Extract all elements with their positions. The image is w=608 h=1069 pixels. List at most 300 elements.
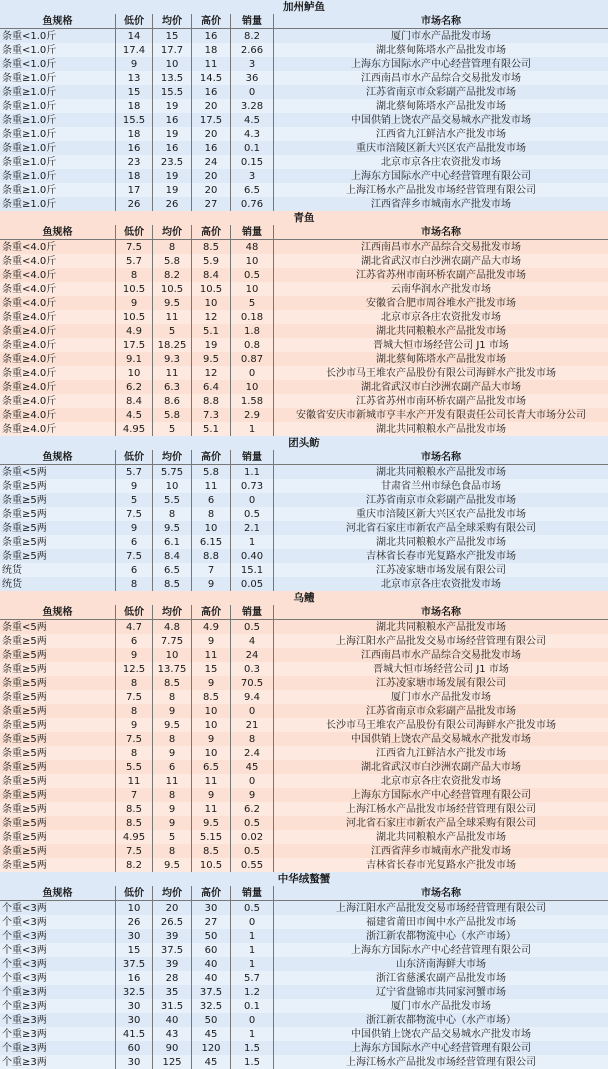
cell-low: 7.5 [116, 240, 153, 255]
header-avg: 均价 [153, 225, 192, 240]
table-row [0, 704, 608, 718]
cell-low: 9 [116, 479, 153, 493]
table-row [0, 183, 608, 197]
table-row [0, 141, 608, 155]
cell-high: 9.5 [192, 816, 231, 830]
header-spec: 鱼规格 [0, 605, 116, 620]
header-row [0, 14, 608, 29]
cell-high: 5.9 [192, 254, 231, 268]
cell-volume: 3.28 [231, 99, 274, 113]
table-row [0, 1013, 608, 1027]
table-row [0, 774, 608, 788]
cell-high: 10 [192, 296, 231, 310]
cell-market: 湖北蔡甸陈塔水产品批发市场 [274, 352, 608, 366]
cell-high: 8.8 [192, 394, 231, 408]
cell-low: 41.5 [116, 1027, 153, 1041]
section-title: 团头鲂 [0, 436, 608, 450]
cell-high: 32.5 [192, 999, 231, 1013]
cell-spec: 个重<3两 [0, 943, 116, 957]
table-row [0, 634, 608, 648]
cell-avg: 16 [153, 141, 192, 155]
cell-avg: 31.5 [153, 999, 192, 1013]
cell-high: 30 [192, 901, 231, 916]
cell-spec: 条重≥4.0斤 [0, 380, 116, 394]
table-row [0, 380, 608, 394]
cell-spec: 条重≥5两 [0, 788, 116, 802]
cell-volume: 5.7 [231, 971, 274, 985]
cell-market: 湖北共同粮粮水产品批发市场 [274, 324, 608, 338]
cell-low: 37.5 [116, 957, 153, 971]
cell-low: 8 [116, 746, 153, 760]
cell-market: 浙江省慈溪农副产品批发市场 [274, 971, 608, 985]
cell-avg: 10 [153, 57, 192, 71]
cell-high: 8.5 [192, 844, 231, 858]
cell-market: 辽宁省盘锦市共同家河蟹市场 [274, 985, 608, 999]
cell-spec: 个重<3两 [0, 929, 116, 943]
cell-avg: 43 [153, 1027, 192, 1041]
cell-high: 19 [192, 338, 231, 352]
cell-market: 北京市京各庄农资批发市场 [274, 774, 608, 788]
cell-market: 安徽省安庆市新城市亨丰水产开发有限责任公司长青大市场分公司 [274, 408, 608, 422]
header-row [0, 450, 608, 465]
cell-avg: 8 [153, 507, 192, 521]
cell-high: 20 [192, 183, 231, 197]
cell-market: 江西南昌市水产品综合交易批发市场 [274, 648, 608, 662]
cell-high: 8.4 [192, 268, 231, 282]
cell-spec: 条重≥5两 [0, 844, 116, 858]
cell-high: 20 [192, 127, 231, 141]
cell-avg: 23.5 [153, 155, 192, 169]
cell-low: 10 [116, 366, 153, 380]
cell-spec: 个重≥3两 [0, 1041, 116, 1055]
cell-spec: 条重≥5两 [0, 746, 116, 760]
cell-spec: 统货 [0, 577, 116, 591]
header-high: 高价 [192, 886, 231, 901]
table-row [0, 155, 608, 169]
cell-avg: 8.6 [153, 394, 192, 408]
cell-market: 湖北蔡甸陈塔水产品批发市场 [274, 99, 608, 113]
cell-spec: 条重<1.0斤 [0, 43, 116, 57]
cell-spec: 条重≥1.0斤 [0, 183, 116, 197]
cell-spec: 个重≥3两 [0, 1055, 116, 1069]
cell-low: 18 [116, 99, 153, 113]
table-row [0, 788, 608, 802]
cell-avg: 13.75 [153, 662, 192, 676]
cell-volume: 4.3 [231, 127, 274, 141]
table-row [0, 929, 608, 943]
section-0 [0, 0, 608, 211]
cell-spec: 条重≥5两 [0, 718, 116, 732]
table-row [0, 268, 608, 282]
cell-spec: 条重<4.0斤 [0, 296, 116, 310]
header-avg: 均价 [153, 14, 192, 29]
table-row [0, 718, 608, 732]
header-spec: 鱼规格 [0, 450, 116, 465]
cell-avg: 7.75 [153, 634, 192, 648]
cell-volume: 1.5 [231, 1041, 274, 1055]
cell-market: 江苏凌家塘市场发展有限公司 [274, 563, 608, 577]
price-table [0, 450, 608, 591]
price-table [0, 225, 608, 436]
header-high: 高价 [192, 14, 231, 29]
cell-high: 8.5 [192, 690, 231, 704]
table-row [0, 648, 608, 662]
cell-spec: 条重<1.0斤 [0, 29, 116, 44]
cell-avg: 8 [153, 240, 192, 255]
cell-spec: 个重≥3两 [0, 999, 116, 1013]
cell-spec: 条重≥4.0斤 [0, 352, 116, 366]
cell-low: 18 [116, 127, 153, 141]
table-row [0, 620, 608, 635]
cell-low: 15.5 [116, 113, 153, 127]
cell-volume: 3 [231, 169, 274, 183]
cell-market: 甘肃省兰州市绿色食品市场 [274, 479, 608, 493]
header-spec: 鱼规格 [0, 225, 116, 240]
table-row [0, 549, 608, 563]
cell-spec: 个重≥3两 [0, 1027, 116, 1041]
table-row [0, 507, 608, 521]
table-row [0, 844, 608, 858]
cell-spec: 条重≥5两 [0, 479, 116, 493]
cell-low: 8 [116, 268, 153, 282]
cell-avg: 8 [153, 732, 192, 746]
cell-low: 26 [116, 197, 153, 211]
cell-high: 6.5 [192, 760, 231, 774]
cell-market: 湖北共同粮粮水产品批发市场 [274, 422, 608, 436]
cell-spec: 条重≥5两 [0, 549, 116, 563]
cell-volume: 10 [231, 380, 274, 394]
cell-spec: 个重<3两 [0, 915, 116, 929]
cell-low: 5 [116, 493, 153, 507]
header-market: 市场名称 [274, 450, 608, 465]
cell-avg: 90 [153, 1041, 192, 1055]
cell-volume: 10 [231, 254, 274, 268]
cell-market: 厦门市水产品批发市场 [274, 29, 608, 44]
cell-market: 湖北共同粮粮水产品批发市场 [274, 465, 608, 480]
cell-spec: 条重≥5两 [0, 774, 116, 788]
cell-market: 晋城大恒市场经营公司 J1 市场 [274, 338, 608, 352]
cell-spec: 条重≥4.0斤 [0, 310, 116, 324]
cell-high: 11 [192, 648, 231, 662]
table-row [0, 85, 608, 99]
cell-low: 17 [116, 183, 153, 197]
cell-low: 8.5 [116, 816, 153, 830]
table-row [0, 971, 608, 985]
cell-volume: 45 [231, 760, 274, 774]
cell-low: 10 [116, 901, 153, 916]
cell-high: 20 [192, 169, 231, 183]
header-high: 高价 [192, 605, 231, 620]
cell-high: 9 [192, 634, 231, 648]
cell-spec: 条重≥5两 [0, 858, 116, 872]
cell-market: 厦门市水产品批发市场 [274, 690, 608, 704]
cell-low: 18 [116, 169, 153, 183]
cell-high: 5.1 [192, 324, 231, 338]
cell-low: 9 [116, 718, 153, 732]
cell-spec: 条重≥5两 [0, 521, 116, 535]
cell-volume: 0.1 [231, 141, 274, 155]
cell-spec: 条重≥5两 [0, 802, 116, 816]
section-title: 加州鲈鱼 [0, 0, 608, 14]
cell-low: 30 [116, 1013, 153, 1027]
header-volume: 销量 [231, 605, 274, 620]
cell-spec: 条重≥1.0斤 [0, 141, 116, 155]
table-row [0, 746, 608, 760]
table-row [0, 1027, 608, 1041]
table-row [0, 99, 608, 113]
cell-market: 河北省石家庄市新农产品全球采购有限公司 [274, 816, 608, 830]
cell-spec: 条重≥4.0斤 [0, 408, 116, 422]
cell-volume: 1.1 [231, 465, 274, 480]
cell-high: 10.5 [192, 858, 231, 872]
cell-volume: 48 [231, 240, 274, 255]
cell-spec: 条重≥5两 [0, 816, 116, 830]
cell-spec: 条重≥5两 [0, 634, 116, 648]
cell-low: 12.5 [116, 662, 153, 676]
cell-volume: 10 [231, 282, 274, 296]
cell-avg: 11 [153, 310, 192, 324]
cell-low: 7 [116, 788, 153, 802]
cell-volume: 4 [231, 634, 274, 648]
cell-low: 60 [116, 1041, 153, 1055]
cell-market: 北京市京各庄农资批发市场 [274, 577, 608, 591]
cell-spec: 统货 [0, 563, 116, 577]
cell-market: 安徽省合肥市周谷堆水产批发市场 [274, 296, 608, 310]
cell-volume: 1 [231, 957, 274, 971]
cell-high: 12 [192, 366, 231, 380]
cell-avg: 28 [153, 971, 192, 985]
header-low: 低价 [116, 14, 153, 29]
cell-avg: 8.2 [153, 268, 192, 282]
cell-volume: 9.4 [231, 690, 274, 704]
cell-market: 江苏凌家塘市场发展有限公司 [274, 676, 608, 690]
cell-avg: 8 [153, 690, 192, 704]
cell-high: 11 [192, 479, 231, 493]
cell-avg: 20 [153, 901, 192, 916]
cell-market: 上海东方国际水产中心经营管理有限公司 [274, 1041, 608, 1055]
cell-volume: 1 [231, 535, 274, 549]
cell-low: 8.2 [116, 858, 153, 872]
cell-market: 厦门市水产品批发市场 [274, 999, 608, 1013]
cell-volume: 2.66 [231, 43, 274, 57]
cell-high: 24 [192, 155, 231, 169]
cell-high: 45 [192, 1055, 231, 1069]
header-volume: 销量 [231, 225, 274, 240]
cell-low: 5.7 [116, 254, 153, 268]
cell-market: 上海东方国际水产中心经营管理有限公司 [274, 788, 608, 802]
cell-low: 7.5 [116, 732, 153, 746]
cell-market: 江西省萍乡市城南水产批发市场 [274, 197, 608, 211]
cell-high: 10 [192, 746, 231, 760]
cell-avg: 26 [153, 197, 192, 211]
cell-low: 6 [116, 634, 153, 648]
cell-spec: 个重<3两 [0, 971, 116, 985]
cell-low: 30 [116, 1055, 153, 1069]
table-row [0, 957, 608, 971]
cell-high: 6.4 [192, 380, 231, 394]
cell-market: 上海江杨水产品批发市场经营管理有限公司 [274, 1055, 608, 1069]
table-row [0, 830, 608, 844]
cell-avg: 125 [153, 1055, 192, 1069]
cell-spec: 条重≥5两 [0, 830, 116, 844]
cell-avg: 5.75 [153, 465, 192, 480]
cell-high: 9 [192, 577, 231, 591]
cell-avg: 35 [153, 985, 192, 999]
cell-spec: 条重≥5两 [0, 535, 116, 549]
cell-volume: 5 [231, 296, 274, 310]
cell-high: 40 [192, 971, 231, 985]
cell-volume: 0.55 [231, 858, 274, 872]
table-row [0, 422, 608, 436]
section-2 [0, 436, 608, 591]
table-row [0, 43, 608, 57]
cell-spec: 个重≥3两 [0, 985, 116, 999]
cell-spec: 条重≥5两 [0, 493, 116, 507]
cell-market: 江西省九江鲜洁水产批发市场 [274, 127, 608, 141]
cell-avg: 10.5 [153, 282, 192, 296]
cell-avg: 9.3 [153, 352, 192, 366]
cell-avg: 6.5 [153, 563, 192, 577]
section-title: 中华绒螯蟹 [0, 872, 608, 886]
table-row [0, 662, 608, 676]
table-row [0, 676, 608, 690]
cell-market: 长沙市马王堆农产品股份有限公司海鲜水产批发市场 [274, 366, 608, 380]
cell-low: 10.5 [116, 310, 153, 324]
price-table [0, 14, 608, 211]
header-market: 市场名称 [274, 605, 608, 620]
cell-high: 10 [192, 521, 231, 535]
cell-high: 10 [192, 718, 231, 732]
cell-high: 9 [192, 788, 231, 802]
cell-avg: 39 [153, 957, 192, 971]
cell-high: 17.5 [192, 113, 231, 127]
cell-low: 15 [116, 85, 153, 99]
cell-high: 12 [192, 310, 231, 324]
cell-high: 5.1 [192, 422, 231, 436]
cell-high: 20 [192, 99, 231, 113]
table-row [0, 324, 608, 338]
cell-low: 6 [116, 535, 153, 549]
cell-avg: 6.3 [153, 380, 192, 394]
table-row [0, 1041, 608, 1055]
cell-high: 4.9 [192, 620, 231, 635]
cell-high: 8.5 [192, 240, 231, 255]
cell-avg: 6 [153, 760, 192, 774]
cell-market: 江西省九江鲜洁水产批发市场 [274, 746, 608, 760]
cell-volume: 0 [231, 774, 274, 788]
cell-volume: 0 [231, 1013, 274, 1027]
cell-high: 11 [192, 774, 231, 788]
cell-market: 江苏省苏州市南环桥农副产品批发市场 [274, 268, 608, 282]
table-row [0, 493, 608, 507]
cell-volume: 1 [231, 943, 274, 957]
cell-low: 11 [116, 774, 153, 788]
cell-low: 9 [116, 296, 153, 310]
table-row [0, 338, 608, 352]
table-row [0, 408, 608, 422]
cell-spec: 条重≥4.0斤 [0, 324, 116, 338]
cell-volume: 0 [231, 493, 274, 507]
cell-avg: 10 [153, 648, 192, 662]
cell-volume: 1 [231, 422, 274, 436]
cell-low: 23 [116, 155, 153, 169]
header-market: 市场名称 [274, 14, 608, 29]
cell-avg: 8.4 [153, 549, 192, 563]
cell-market: 重庆市涪陵区新大兴区农产品批发市场 [274, 507, 608, 521]
cell-high: 16 [192, 85, 231, 99]
cell-spec: 条重≥5两 [0, 676, 116, 690]
cell-market: 上海江阳水产品批发交易市场经营管理有限公司 [274, 901, 608, 916]
cell-market: 湖北共同粮粮水产品批发市场 [274, 535, 608, 549]
table-row [0, 29, 608, 44]
cell-volume: 0.76 [231, 197, 274, 211]
cell-market: 重庆市涪陵区新大兴区农产品批发市场 [274, 141, 608, 155]
table-row [0, 296, 608, 310]
cell-avg: 40 [153, 1013, 192, 1027]
table-row [0, 240, 608, 255]
cell-market: 江苏省南京市众彩副产品批发市场 [274, 704, 608, 718]
cell-spec: 条重≥1.0斤 [0, 197, 116, 211]
cell-avg: 15.5 [153, 85, 192, 99]
cell-high: 9 [192, 676, 231, 690]
table-row [0, 352, 608, 366]
table-row [0, 465, 608, 480]
cell-volume: 0.8 [231, 338, 274, 352]
cell-high: 9 [192, 732, 231, 746]
cell-low: 7.5 [116, 507, 153, 521]
header-market: 市场名称 [274, 886, 608, 901]
cell-spec: 条重≥4.0斤 [0, 394, 116, 408]
cell-high: 11 [192, 57, 231, 71]
cell-market: 福建省莆田市闽中水产品批发市场 [274, 915, 608, 929]
cell-spec: 条重≥5两 [0, 732, 116, 746]
cell-avg: 5.5 [153, 493, 192, 507]
cell-market: 江苏省南京市众彩副产品批发市场 [274, 85, 608, 99]
cell-market: 湖北省武汉市白沙洲农副产品大市场 [274, 380, 608, 394]
cell-spec: 个重<3两 [0, 901, 116, 916]
cell-spec: 条重≥1.0斤 [0, 169, 116, 183]
table-row [0, 816, 608, 830]
cell-market: 江西省萍乡市城南水产批发市场 [274, 844, 608, 858]
table-row [0, 690, 608, 704]
header-volume: 销量 [231, 450, 274, 465]
cell-avg: 5 [153, 830, 192, 844]
table-row [0, 535, 608, 549]
cell-avg: 39 [153, 929, 192, 943]
cell-volume: 0.5 [231, 901, 274, 916]
cell-spec: 条重≥5两 [0, 760, 116, 774]
cell-high: 5.15 [192, 830, 231, 844]
header-row [0, 886, 608, 901]
cell-volume: 0.5 [231, 816, 274, 830]
cell-market: 上海江杨水产品批发市场经营管理有限公司 [274, 802, 608, 816]
cell-avg: 15 [153, 29, 192, 44]
cell-high: 8.8 [192, 549, 231, 563]
cell-high: 11 [192, 802, 231, 816]
cell-volume: 0.40 [231, 549, 274, 563]
section-title: 青鱼 [0, 211, 608, 225]
header-volume: 销量 [231, 14, 274, 29]
header-high: 高价 [192, 450, 231, 465]
cell-avg: 5 [153, 324, 192, 338]
cell-low: 8 [116, 704, 153, 718]
cell-market: 吉林省长春市光复路水产批发市场 [274, 549, 608, 563]
cell-low: 30 [116, 999, 153, 1013]
cell-avg: 17.7 [153, 43, 192, 57]
table-row [0, 113, 608, 127]
table-row [0, 127, 608, 141]
cell-market: 吉林省长春市光复路水产批发市场 [274, 858, 608, 872]
